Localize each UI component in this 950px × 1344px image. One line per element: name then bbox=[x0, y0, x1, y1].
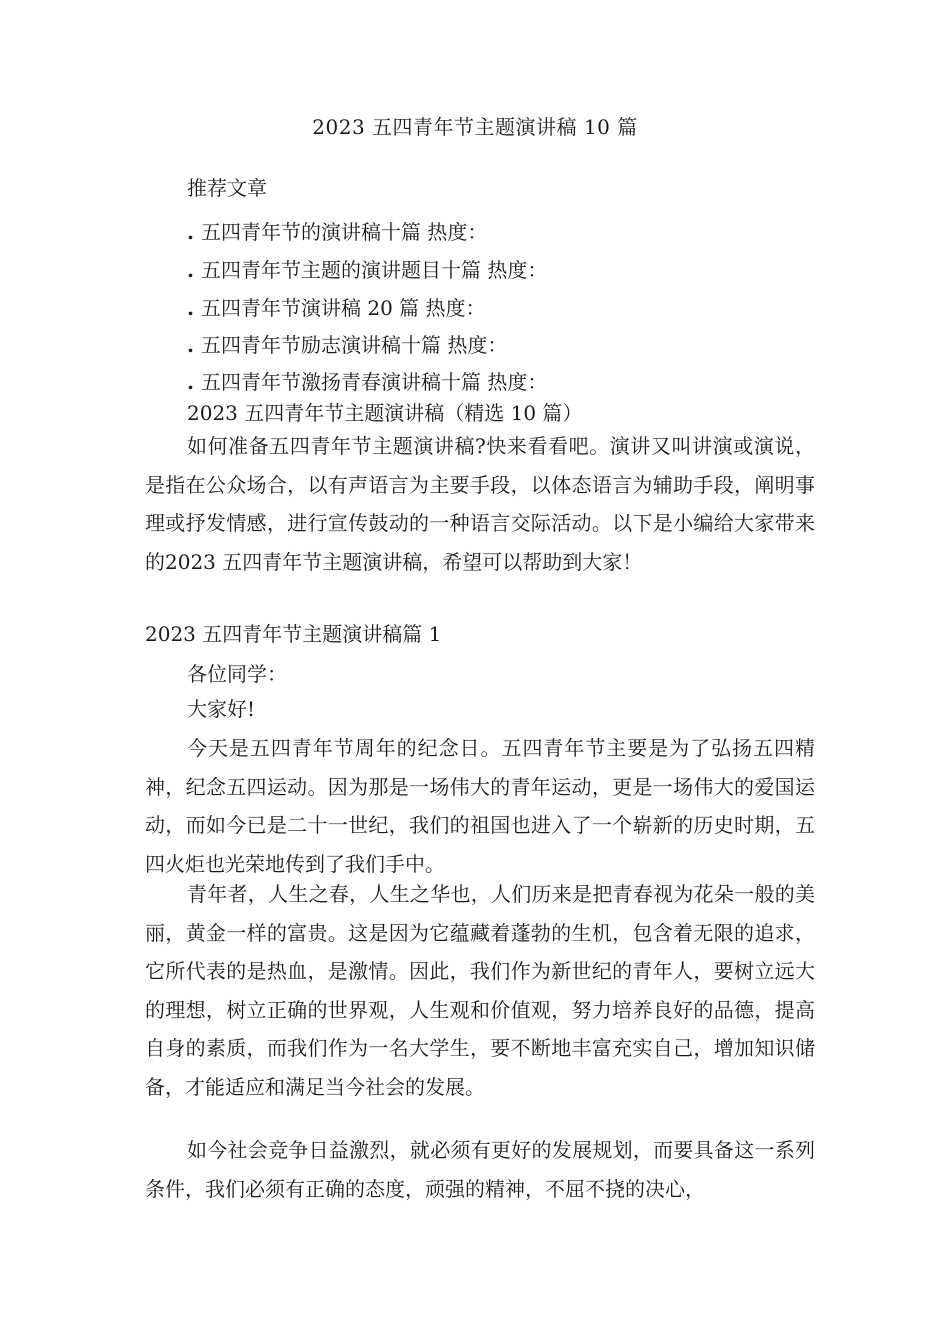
salutation: 各位同学： bbox=[187, 662, 287, 686]
bullet: . bbox=[187, 258, 194, 282]
recommended-link-text: 五四青年节演讲稿 20 篇 热度： bbox=[201, 296, 486, 320]
body-paragraph-3: 如今社会竞争日益激烈，就必须有更好的发展规划，而要具备这一系列条件，我们必须有正确的态度，顽强的精神，不屈不挠的决心， bbox=[145, 1138, 815, 1201]
bullet: . bbox=[187, 370, 194, 394]
bullet: . bbox=[187, 333, 194, 357]
recommended-link-3[interactable] bbox=[187, 293, 486, 323]
body-paragraph-1: 今天是五四青年节周年的纪念日。五四青年节主要是为了弘扬五四精神，纪念五四运动。因为那是一场伟大的青年运动，更是一场伟大的爱国运动，而如今已是二十一世纪，我们的祖国也进入了一个崭新的历史时期，五四火炬也光荣地传到了我们手中。 bbox=[145, 736, 815, 876]
bullet: . bbox=[187, 220, 194, 244]
greeting: 大家好! bbox=[187, 697, 256, 721]
recommended-link-text: 五四青年节激扬青春演讲稿十篇 热度： bbox=[201, 370, 548, 394]
document-title: 2023 五四青年节主题演讲稿 10 篇 bbox=[312, 115, 638, 139]
section-heading: 2023 五四青年节主题演讲稿篇 1 bbox=[145, 622, 442, 646]
article-subtitle: 2023 五四青年节主题演讲稿（精选 10 篇） bbox=[187, 401, 583, 425]
bullet: . bbox=[187, 296, 194, 320]
recommended-link-text: 五四青年节主题的演讲题目十篇 热度： bbox=[201, 258, 548, 282]
recommend-label: 推荐文章 bbox=[187, 176, 267, 200]
recommended-link-text: 五四青年节的演讲稿十篇 热度： bbox=[201, 220, 488, 244]
body-paragraph-2: 青年者，人生之春，人生之华也，人们历来是把青春视为花朵一般的美丽，黄金一样的富贵。这是因为它蕴藏着蓬勃的生机，包含着无限的追求，它所代表的是热血，是激情。因此，我们作为新世纪的青年人，要树立远大的理想，树立正确的世界观，人生观和价值观，努力培养良好的品德，提高自身的素质，而我们作为一名大学生，要不断地丰富充实自己，增加知识储备，才能适应和满足当今社会的发展。 bbox=[145, 882, 815, 1099]
intro-paragraph: 如何准备五四青年节主题演讲稿?快来看看吧。演讲又叫讲演或演说，是指在公众场合，以有声语言为主要手段，以体态语言为辅助手段，阐明事理或抒发情感，进行宣传鼓动的一种语言交际活动。以下是小编给大家带来的2023 五四青年节主题演讲稿，希望可以帮助到大家！ bbox=[145, 434, 815, 574]
recommended-link-text: 五四青年节励志演讲稿十篇 热度： bbox=[201, 333, 508, 357]
recommended-link-1[interactable] bbox=[187, 217, 487, 247]
recommended-link-5[interactable] bbox=[187, 367, 547, 397]
recommended-link-4[interactable] bbox=[187, 330, 507, 360]
recommended-link-2[interactable] bbox=[187, 255, 547, 285]
